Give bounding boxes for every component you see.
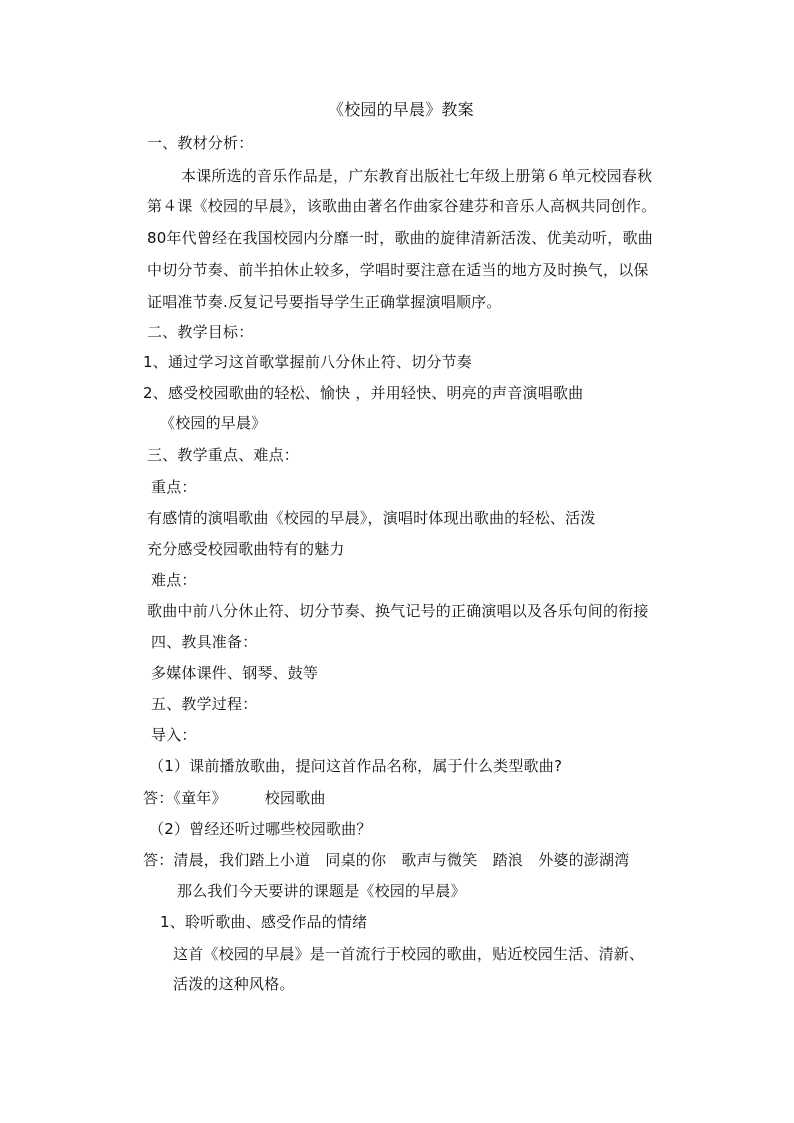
text-line: 活泼的这种风格。 bbox=[173, 975, 295, 993]
text-line: 三、教学重点、难点： bbox=[147, 446, 300, 464]
text-line: 2、感受校园歌曲的轻松、愉快 ，并用轻快、明亮的声音演唱歌曲 bbox=[143, 384, 584, 402]
text-line: 导入： bbox=[151, 726, 197, 744]
text-line: 那么我们今天要讲的课题是《校园的早晨》 bbox=[177, 882, 466, 900]
text-line: 第４课《校园的早晨》，该歌曲由著名作曲家谷建芬和音乐人高枫共同创作。 bbox=[147, 197, 657, 215]
text-line: 二、教学目标： bbox=[147, 323, 254, 341]
text-line: 难点： bbox=[151, 571, 197, 589]
text-line: 有感情的演唱歌曲《校园的早晨》，演唱时体现出歌曲的轻松、活泼 bbox=[147, 509, 596, 527]
text-line: 答：《童年》 校园歌曲 bbox=[143, 789, 326, 807]
text-line: 80年代曾经在我国校园内分靡一时，歌曲的旋律清新活泼、优美动听，歌曲 bbox=[147, 229, 653, 247]
text-line: 歌曲中前八分休止符、切分节奏、换气记号的正确演唱以及各乐句间的衔接 bbox=[147, 602, 649, 620]
text-line: 一、教材分析： bbox=[147, 134, 254, 152]
text-line: 重点： bbox=[151, 478, 197, 496]
text-line: 多媒体课件、钢琴、鼓等 bbox=[151, 664, 319, 682]
text-line: （2）曾经还听过哪些校园歌曲？ bbox=[149, 820, 372, 838]
text-line: 充分感受校园歌曲特有的魅力 bbox=[147, 540, 345, 558]
document-title: 《校园的早晨》教案 bbox=[328, 100, 474, 119]
text-line: 四、教具准备： bbox=[151, 633, 258, 651]
text-line: 五、教学过程： bbox=[151, 695, 258, 713]
text-line: 答：清晨，我们踏上小道 同桌的你 歌声与微笑 踏浪 外婆的澎湖湾 bbox=[143, 851, 630, 869]
text-line: （1）课前播放歌曲，提问这首作品名称，属于什么类型歌曲? bbox=[149, 757, 563, 775]
text-line: 中切分节奏、前半拍休止较多，学唱时要注意在适当的地方及时换气，以保 bbox=[147, 261, 649, 279]
text-line: 本课所选的音乐作品是，广东教育出版社七年级上册第６单元校园春秋 bbox=[181, 167, 653, 185]
text-line: 1、聆听歌曲、感受作品的情绪 bbox=[160, 913, 368, 931]
text-line: 1、通过学习这首歌掌握前八分休止符、切分节奏 bbox=[143, 353, 472, 371]
text-line: 证唱准节奏.反复记号要指导学生正确掌握演唱顺序。 bbox=[147, 293, 502, 311]
text-line: 《校园的早晨》 bbox=[160, 414, 267, 432]
text-line: 这首《校园的早晨》是一首流行于校园的歌曲，贴近校园生活、清新、 bbox=[173, 945, 645, 963]
